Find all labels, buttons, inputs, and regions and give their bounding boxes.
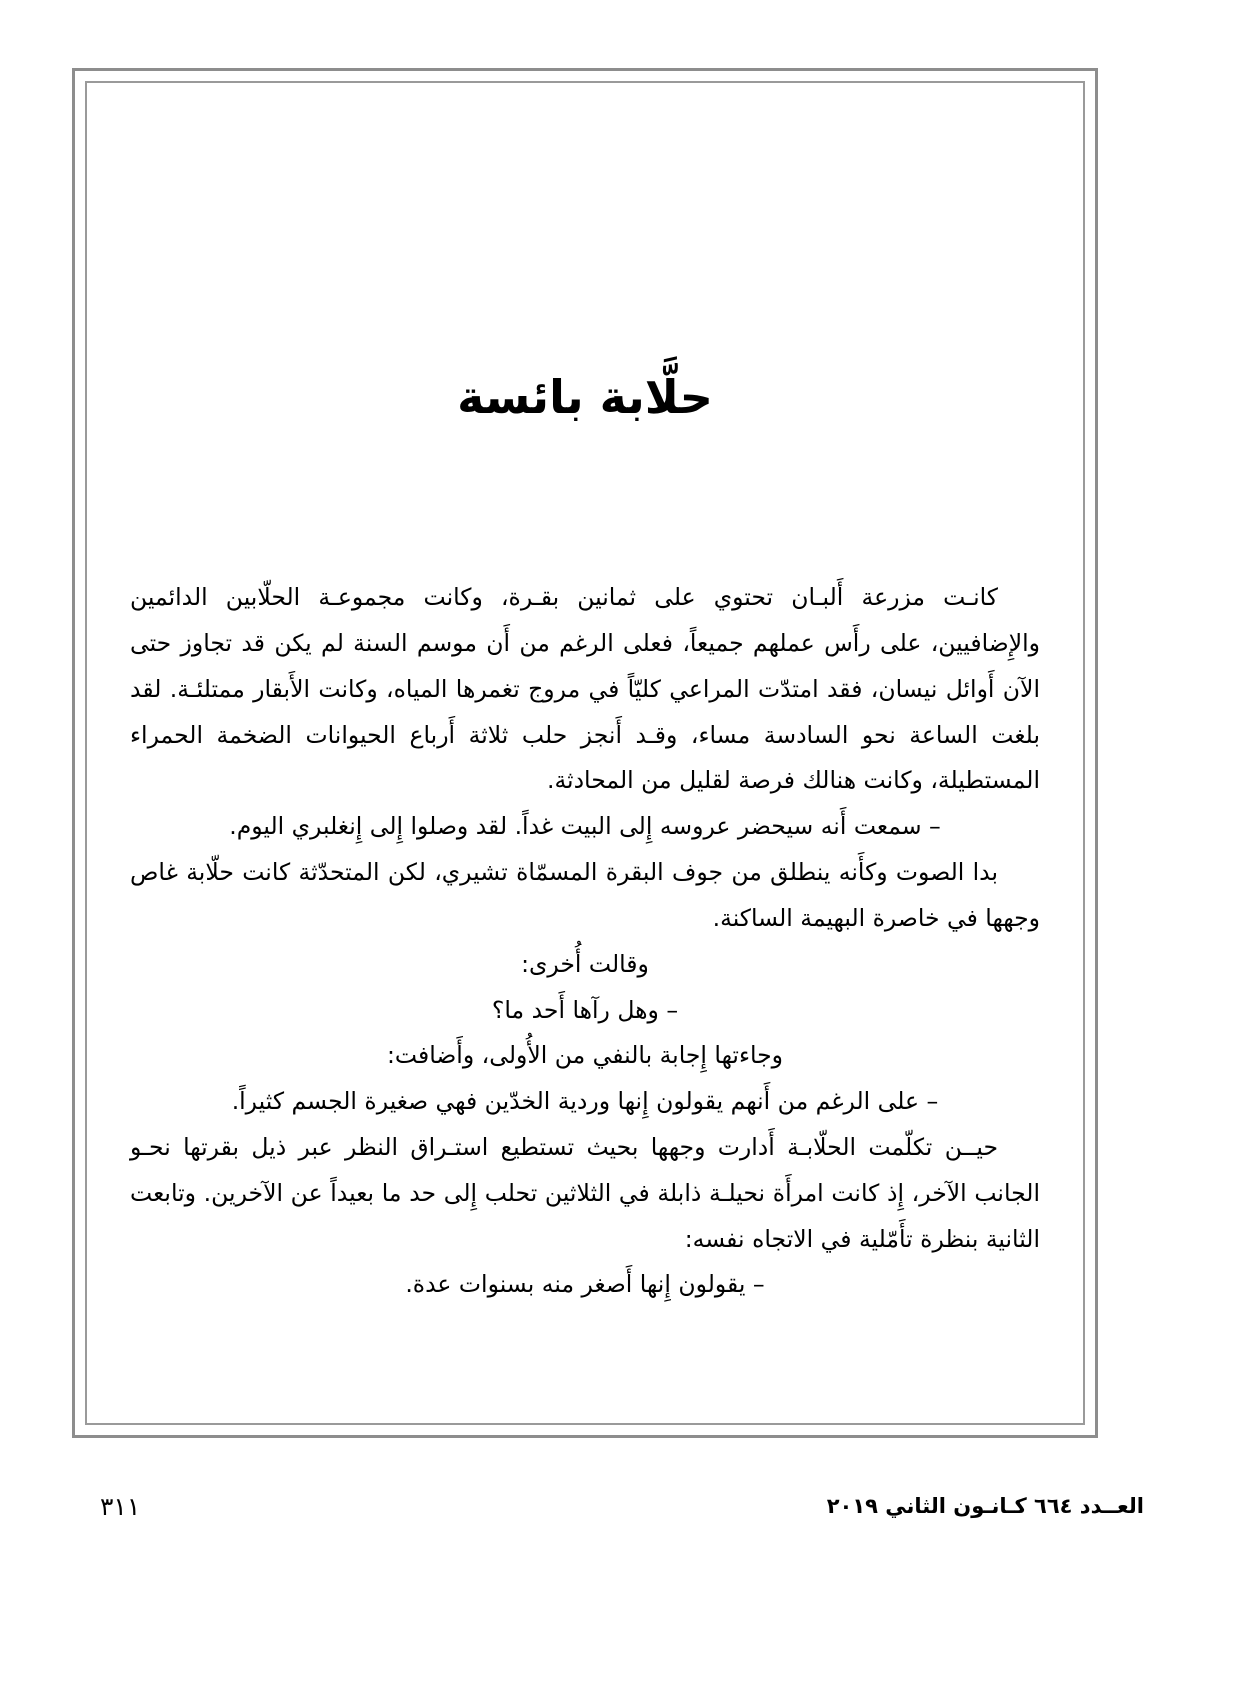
- paragraph: بدا الصوت وكأَنه ينطلق من جوف البقرة المسمّاة تشيري، لكن المتحدّثة كانت حلّابة غاص وجهها في خاصرة البهيمة الساكنة.: [130, 858, 1040, 932]
- page-content: [112, 108, 1058, 1398]
- page-title: حلَّابة بائسة: [457, 370, 713, 424]
- article-body: [130, 575, 1040, 1308]
- paragraph: حيــن تكلّمت الحلّابـة أَدارت وجهها بحيث تستطيع استـراق النظر عبر ذيل بقرتها نحـو الجانب الآخر، إِذ كانت امرأَة نحيلـة ذابلة في الثلاثين تحلب إِلى حد ما بعيداً عن الآخرين. وتابعت الثانية بنظرة تأَمّلية في الاتجاه نفسه:: [130, 1132, 1040, 1253]
- paragraph: – سمعت أَنه سيحضر عروسه إِلى البيت غداً. لقد وصلوا إِلى إِنغلبري اليوم.: [229, 812, 941, 841]
- paragraph: وجاءتها إِجابة بالنفي من الأُولى، وأَضافت:: [386, 1041, 784, 1070]
- paragraph: وقالت أُخرى:: [521, 949, 649, 978]
- page-footer: [84, 1492, 1158, 1532]
- paragraph: – يقولون إِنها أَصغر منه بسنوات عدة.: [405, 1270, 765, 1299]
- paragraph: كانـت مزرعة أَلبـان تحتوي على ثمانين بقـرة، وكانت مجموعـة الحلّابين الدائمين والإِضافيين، على رأَس عملهم جميعاً، فعلى الرغم من أَن موسم السنة لم يكن قد تجاوز حتى الآن أَوائل نيسان، فقد امتدّت المراعي كليّاً في مروج تغمرها المياه، وكانت الأَبقار ممتلئـة. لقد بلغت الساعة نحو السادسة مساء، وقـد أَنجز حلب ثلاثة أَرباع الحيوانات الضخمة الحمراء المستطيلة، وكانت هنالك فرصة لقليل من المحادثة.: [130, 583, 1040, 795]
- issue-info: العــدد ٦٦٤ كـانـون الثاني ٢٠١٩: [826, 1494, 1144, 1518]
- page-number: ٣١١: [100, 1492, 141, 1521]
- paragraph: – وهل رآها أَحد ما؟: [491, 995, 679, 1024]
- paragraph: – على الرغم من أَنهم يقولون إِنها وردية الخدّين فهي صغيرة الجسم كثيراً.: [231, 1087, 939, 1116]
